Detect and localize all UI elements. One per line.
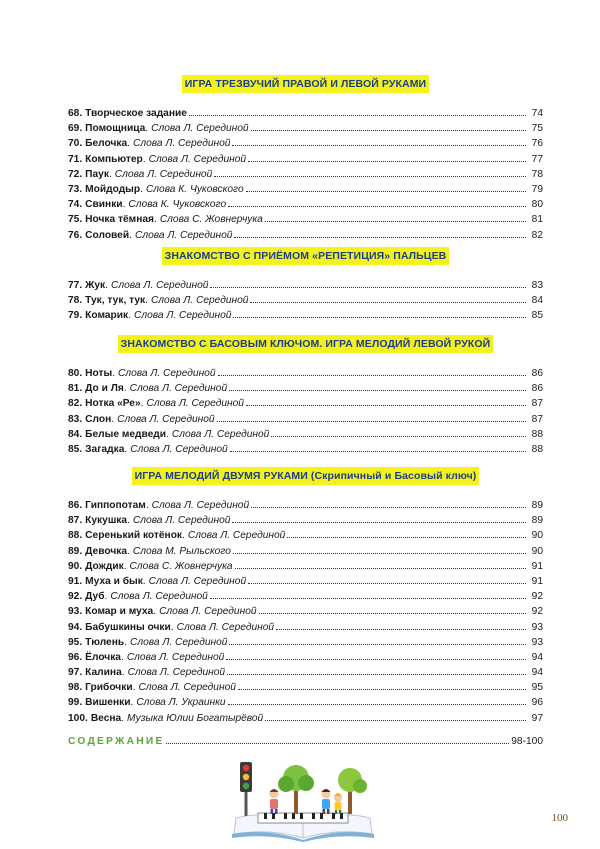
title-period: . (140, 183, 143, 195)
toc-entry[interactable] (68, 513, 543, 528)
book-illustration (228, 758, 378, 842)
title-period: . (153, 214, 157, 226)
toc-entry[interactable] (68, 412, 543, 427)
dot-leader (238, 688, 526, 690)
section-title-wrap (68, 74, 543, 92)
title-period: . (121, 667, 125, 679)
dot-leader (233, 552, 526, 554)
contents-page-range: 98-100 (511, 736, 543, 747)
toc-entry[interactable] (68, 427, 543, 442)
dot-leader (214, 175, 526, 177)
page-number: 100 (551, 812, 568, 824)
entry-page-number: 93 (531, 621, 543, 633)
entry-page-number: 96 (531, 697, 543, 709)
entry-number: 90. (68, 560, 83, 572)
toc-entry[interactable] (68, 212, 543, 227)
entry-page-number: 84 (531, 295, 543, 307)
entry-number: 87. (68, 515, 83, 527)
toc-list (68, 278, 543, 324)
entry-page-number: 90 (531, 530, 543, 542)
entry-credit: Слова Л. Серединой (130, 443, 228, 455)
toc-entry[interactable] (68, 152, 543, 167)
entry-title: Тюлень (85, 636, 125, 648)
entry-page-number: 90 (531, 545, 543, 557)
toc-entry[interactable] (68, 498, 543, 513)
title-period: . (145, 295, 148, 307)
dot-leader (229, 389, 526, 391)
title-period: . (123, 560, 127, 572)
entry-title: Белочка (85, 138, 128, 150)
dot-leader (248, 582, 526, 584)
entry-credit: Слова Л. Украинки (136, 697, 226, 709)
entry-title: Весна (90, 712, 122, 724)
tree-icon (278, 765, 314, 814)
dot-leader (229, 643, 526, 645)
entry-credit: Слова К. Чуковского (128, 199, 227, 211)
child-figure-icon (270, 789, 279, 814)
entry-credit: Слова Л. Серединой (127, 667, 226, 679)
entry-page-number: 77 (531, 153, 543, 165)
entry-title: Бабушкины очки (85, 621, 171, 633)
toc-entry[interactable] (68, 136, 543, 151)
section-triads (68, 74, 543, 243)
title-period: . (127, 138, 130, 150)
entry-credit: Слова Л. Серединой (151, 123, 249, 135)
entry-credit: Слова Л. Серединой (133, 138, 231, 150)
entry-number: 81. (68, 383, 83, 395)
entry-credit: Слова Л. Серединой (151, 500, 250, 511)
title-period: . (104, 591, 108, 603)
entry-credit: Слова Л. Серединой (111, 280, 209, 291)
child-figure-icon (322, 789, 331, 814)
entry-page-number: 86 (531, 368, 543, 379)
title-period: . (127, 515, 130, 527)
entry-title: Комар и муха (85, 606, 154, 618)
entry-page-number: 91 (531, 560, 543, 572)
entry-number: 75. (68, 214, 83, 226)
entry-title: Дождик (85, 560, 124, 572)
dot-leader (226, 658, 526, 660)
section-title-wrap (68, 466, 543, 484)
entry-number: 97. (68, 667, 83, 679)
entry-credit: Слова С. Жовнерчука (129, 560, 233, 572)
entry-credit: Слова Л. Серединой (114, 168, 213, 180)
entry-number: 77. (68, 280, 83, 291)
entry-title: Калина (85, 667, 122, 679)
entry-title: Помощница (85, 123, 146, 135)
entry-number: 100. (68, 712, 88, 724)
toc-entry[interactable] (68, 381, 543, 396)
dot-leader (276, 628, 526, 630)
entry-page-number: 93 (531, 636, 543, 648)
entry-credit: Слова Л. Серединой (176, 621, 275, 633)
entry-number: 88. (68, 530, 83, 542)
entry-title: Грибочки (85, 682, 133, 694)
title-period: . (142, 575, 146, 587)
entry-credit: Слова Л. Серединой (129, 383, 228, 395)
entry-number: 93. (68, 606, 83, 618)
entry-credit: Слова Л. Серединой (134, 229, 233, 241)
dot-leader (246, 190, 526, 192)
title-period: . (145, 500, 149, 511)
toc-list (68, 366, 543, 457)
dot-leader (232, 521, 526, 523)
toc-entry[interactable] (68, 559, 543, 574)
dot-leader (265, 719, 526, 721)
entry-page-number: 82 (531, 229, 543, 241)
dot-leader (248, 160, 526, 162)
title-period: . (111, 413, 115, 425)
entry-credit: Слова Л. Серединой (118, 368, 216, 379)
entry-credit: Слова Л. Серединой (133, 310, 232, 322)
toc-entry[interactable] (68, 665, 543, 680)
toc-entry[interactable] (68, 620, 543, 635)
dot-leader (230, 450, 526, 452)
dot-leader (246, 404, 526, 406)
entry-page-number: 87 (531, 413, 543, 425)
entry-credit: Слова Л. Серединой (146, 398, 244, 410)
toc-entry[interactable] (68, 650, 543, 665)
entry-title: Ёлочка (85, 651, 121, 663)
section-two-hands (68, 466, 543, 726)
dot-leader (210, 286, 526, 288)
title-period: . (129, 229, 132, 241)
entry-number: 70. (68, 138, 83, 150)
toc-entry[interactable] (68, 589, 543, 604)
entry-page-number: 80 (531, 199, 543, 211)
entry-page-number: 92 (531, 606, 543, 618)
dot-leader (234, 236, 526, 238)
toc-entry[interactable] (68, 635, 543, 650)
entry-page-number: 91 (531, 575, 543, 587)
entry-title: Вишенки (85, 697, 131, 709)
entry-title: Свинки (85, 199, 123, 211)
title-period: . (182, 530, 185, 542)
dot-leader (228, 703, 526, 705)
toc-entry[interactable] (68, 106, 543, 121)
entry-number: 73. (68, 183, 83, 195)
entry-number: 98. (68, 682, 83, 694)
toc-entry[interactable] (68, 528, 543, 543)
entry-page-number: 88 (531, 428, 543, 440)
entry-number: 72. (68, 168, 83, 180)
entry-credit: Слова Л. Серединой (187, 530, 286, 542)
entry-page-number: 76 (531, 138, 543, 150)
entry-page-number: 74 (531, 108, 543, 119)
toc-entry[interactable] (68, 293, 543, 308)
entry-page-number: 89 (531, 500, 543, 511)
entry-title: Нотка «Ре» (85, 398, 141, 410)
entry-credit: Слова Л. Серединой (117, 413, 215, 425)
toc-entry[interactable] (68, 396, 543, 411)
entry-title: Серенький котёнок (85, 530, 183, 542)
entry-title: Гиппопотам (85, 500, 146, 511)
title-period: . (128, 310, 131, 322)
title-period: . (121, 712, 125, 724)
entry-number: 71. (68, 153, 83, 165)
entry-number: 84. (68, 428, 83, 440)
entry-number: 69. (68, 123, 83, 135)
toc-entry[interactable] (68, 197, 543, 212)
dot-leader (259, 612, 526, 614)
dot-leader (218, 374, 526, 376)
entry-page-number: 89 (531, 515, 543, 527)
entry-number: 85. (68, 443, 83, 455)
entry-page-number: 87 (531, 398, 543, 410)
section-title-wrap (68, 334, 543, 352)
entry-credit: Музыка Юлии Богатырёвой (127, 712, 264, 724)
toc-list (68, 106, 543, 243)
section-title: ИГРА МЕЛОДИЙ ДВУМЯ РУКАМИ (Скрипичный и Басовый ключ) (132, 467, 480, 485)
entry-title: Белые медведи (85, 428, 167, 440)
entry-credit: Слова С. Жовнерчука (159, 214, 263, 226)
entry-page-number: 92 (531, 591, 543, 603)
dot-leader (189, 114, 526, 116)
entry-page-number: 79 (531, 183, 543, 195)
entry-credit: Слова Л. Серединой (148, 153, 247, 165)
entry-number: 89. (68, 545, 83, 557)
entry-title: Мойдодыр (85, 183, 141, 195)
section-title: ИГРА ТРЕЗВУЧИЙ ПРАВОЙ И ЛЕВОЙ РУКАМИ (182, 75, 429, 93)
entry-title: Загадка (85, 443, 125, 455)
section-title: ЗНАКОМСТВО С ПРИЁМОМ «РЕПЕТИЦИЯ» ПАЛЬЦЕВ (162, 247, 450, 265)
toc-entry[interactable] (68, 695, 543, 710)
entry-title: Соловей (85, 229, 130, 241)
dot-leader (251, 129, 526, 131)
title-period: . (112, 368, 116, 379)
entry-credit: Слова Л. Серединой (138, 682, 236, 694)
entry-title: Тук, тук, тук (85, 295, 146, 307)
entry-page-number: 94 (531, 651, 543, 663)
entry-credit: Слова Л. Серединой (132, 515, 231, 527)
toc-entry[interactable] (68, 544, 543, 559)
toc-entry[interactable] (68, 228, 543, 243)
entry-credit: Слова Л. Серединой (159, 606, 257, 618)
entry-title: Ноты (85, 368, 113, 379)
dot-leader (233, 316, 526, 318)
entry-number: 92. (68, 591, 83, 603)
toc-entry[interactable] (68, 308, 543, 323)
entry-page-number: 95 (531, 682, 543, 694)
contents-label: СОДЕРЖАНИЕ (68, 736, 165, 747)
entry-number: 96. (68, 651, 83, 663)
dot-leader (232, 144, 526, 146)
entry-page-number: 85 (531, 310, 543, 322)
entry-page-number: 83 (531, 280, 543, 291)
entry-title: Паук (85, 168, 109, 180)
dot-leader (227, 673, 526, 675)
entry-credit: Слова Л. Серединой (129, 636, 228, 648)
toc-entry[interactable] (68, 366, 543, 381)
toc-entry[interactable] (68, 121, 543, 136)
entry-page-number: 88 (531, 443, 543, 455)
entry-number: 95. (68, 636, 83, 648)
entry-credit: Слова Л. Серединой (126, 651, 225, 663)
title-period: . (140, 398, 144, 410)
entry-number: 68. (68, 108, 83, 119)
toc-entry[interactable] (68, 680, 543, 695)
entry-credit: Слова Л. Серединой (150, 295, 249, 307)
toc-list (68, 498, 543, 726)
entry-number: 91. (68, 575, 83, 587)
entry-title: Муха и бык (85, 575, 143, 587)
entry-credit: Слова Л. Серединой (171, 428, 270, 440)
title-period: . (122, 199, 126, 211)
entry-title: Кукушка (85, 515, 128, 527)
entry-page-number: 97 (531, 712, 543, 724)
dot-leader (166, 742, 510, 744)
entry-page-number: 94 (531, 667, 543, 679)
entry-number: 94. (68, 621, 83, 633)
entry-title: Творческое задание (85, 108, 187, 119)
dot-leader (217, 420, 526, 422)
toc-entry[interactable] (68, 604, 543, 619)
toc-entry[interactable] (68, 278, 543, 293)
title-period: . (124, 443, 128, 455)
entry-title: Дуб (85, 591, 105, 603)
entry-number: 78. (68, 295, 83, 307)
title-period: . (127, 545, 130, 557)
title-period: . (123, 383, 127, 395)
dot-leader (210, 597, 526, 599)
entry-credit: Слова Л. Серединой (148, 575, 247, 587)
title-period: . (120, 651, 124, 663)
piano-keys (258, 813, 348, 823)
entry-title: До и Ля (85, 383, 124, 395)
dot-leader (250, 301, 526, 303)
toc-entry[interactable] (68, 711, 543, 726)
dot-leader (235, 567, 526, 569)
entry-number: 83. (68, 413, 83, 425)
entry-title: Ночка тёмная (85, 214, 154, 226)
entry-number: 76. (68, 229, 83, 241)
section-title: ЗНАКОМСТВО С БАСОВЫМ КЛЮЧОМ. ИГРА МЕЛОДИЙ ЛЕВОЙ РУКОЙ (118, 335, 494, 353)
section-title-wrap (68, 246, 543, 264)
title-period: . (153, 606, 157, 618)
section-repetition (68, 246, 543, 324)
toc-entry[interactable] (68, 167, 543, 182)
entry-page-number: 75 (531, 123, 543, 135)
entry-number: 74. (68, 199, 83, 211)
title-period: . (145, 123, 149, 135)
title-period: . (124, 636, 127, 648)
toc-entry[interactable] (68, 182, 543, 197)
title-period: . (142, 153, 146, 165)
child-figure-icon (334, 793, 342, 814)
entry-credit: Слова М. Рыльского (132, 545, 231, 557)
title-period: . (132, 682, 136, 694)
toc-entry[interactable] (68, 574, 543, 589)
entry-number: 80. (68, 368, 83, 379)
traffic-light-icon (240, 762, 252, 816)
dot-leader (228, 205, 526, 207)
toc-entry[interactable] (68, 442, 543, 457)
section-bass-clef (68, 334, 543, 457)
entry-title: Девочка (85, 545, 127, 557)
entry-number: 82. (68, 398, 83, 410)
entry-page-number: 86 (531, 383, 543, 395)
dot-leader (265, 220, 526, 222)
entry-number: 86. (68, 500, 83, 511)
entry-title: Комарик (85, 310, 129, 322)
entry-title: Компьютер (85, 153, 143, 165)
entry-page-number: 81 (531, 214, 543, 226)
entry-title: Слон (85, 413, 112, 425)
title-period: . (130, 697, 134, 709)
entry-credit: Слова К. Чуковского (145, 183, 244, 195)
dot-leader (251, 506, 526, 508)
entry-credit: Слова Л. Серединой (110, 591, 208, 603)
dot-leader (287, 536, 526, 538)
entry-page-number: 78 (531, 168, 543, 180)
title-period: . (166, 428, 169, 440)
title-period: . (108, 168, 112, 180)
entry-number: 99. (68, 697, 83, 709)
title-period: . (170, 621, 174, 633)
entry-title: Жук (85, 280, 106, 291)
dot-leader (271, 435, 526, 437)
title-period: . (105, 280, 108, 291)
tree-icon (338, 768, 367, 814)
entry-number: 79. (68, 310, 83, 322)
contents-line[interactable] (68, 734, 543, 749)
